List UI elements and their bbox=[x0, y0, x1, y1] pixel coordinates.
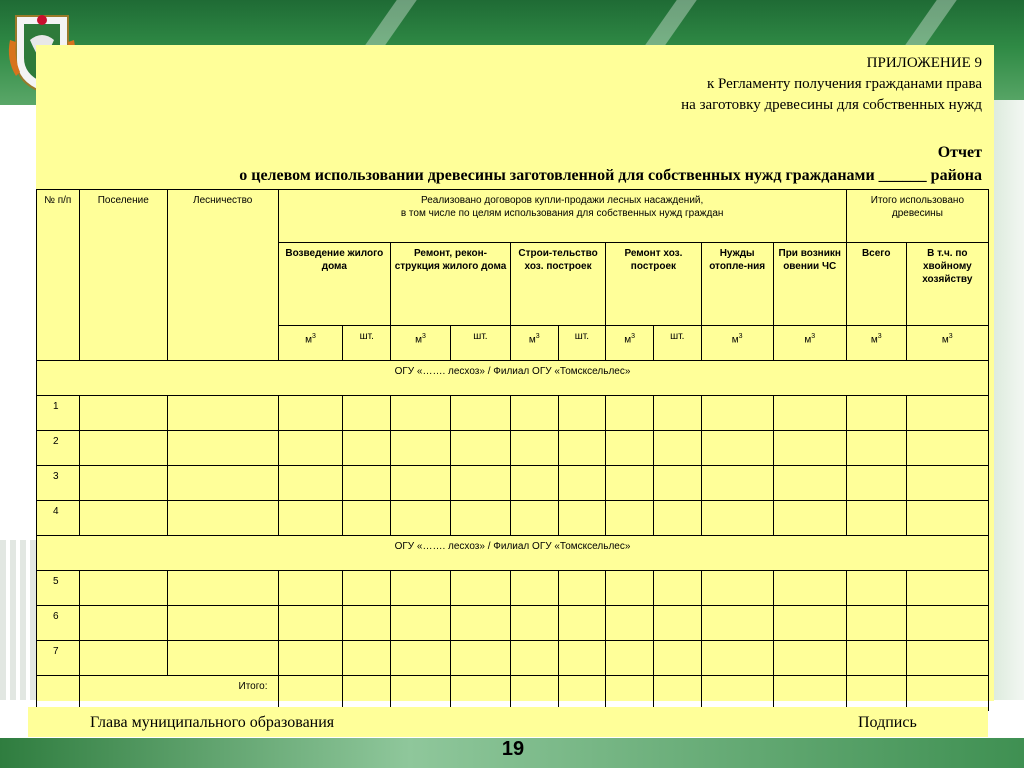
col-header-construction: Строи-тельство хоз. построек bbox=[510, 243, 605, 326]
table-cell bbox=[558, 676, 606, 711]
table-cell bbox=[701, 431, 773, 466]
table-cell bbox=[79, 431, 167, 466]
table-cell bbox=[343, 466, 391, 501]
table-cell bbox=[451, 641, 511, 676]
table-cell bbox=[846, 396, 906, 431]
col-header-coniferous: В т.ч. по хвойному хозяйству bbox=[906, 243, 988, 326]
unit-cell: $м^3$ bbox=[510, 326, 558, 361]
unit-cell: шт. bbox=[653, 326, 701, 361]
table-cell bbox=[558, 606, 606, 641]
table-cell bbox=[278, 676, 343, 711]
table-cell bbox=[167, 571, 278, 606]
table-cell bbox=[167, 501, 278, 536]
table-cell bbox=[391, 431, 451, 466]
document-sheet bbox=[36, 45, 994, 701]
signature-label: Подпись bbox=[858, 714, 917, 731]
realized-title: Реализовано договоров купли-продажи лесных насаждений, bbox=[420, 195, 704, 206]
table-cell bbox=[391, 501, 451, 536]
table-cell bbox=[278, 571, 343, 606]
row-number: 6 bbox=[37, 606, 80, 641]
table-cell bbox=[558, 641, 606, 676]
table-cell bbox=[846, 606, 906, 641]
table-cell bbox=[606, 501, 654, 536]
row-number: 4 bbox=[37, 501, 80, 536]
report-title-sub: о целевом использовании древесины заготовленной для собственных нужд гражданами ______ района bbox=[239, 167, 982, 184]
table-cell bbox=[773, 676, 846, 711]
appendix-header bbox=[681, 53, 982, 116]
report-title-main: Отчет bbox=[937, 144, 982, 161]
unit-cell: $м^3$ bbox=[906, 326, 988, 361]
table-cell bbox=[906, 641, 988, 676]
table-cell bbox=[653, 466, 701, 501]
table-cell bbox=[653, 501, 701, 536]
table-cell bbox=[701, 571, 773, 606]
table-cell bbox=[343, 606, 391, 641]
table-cell bbox=[653, 396, 701, 431]
total-label: Итого: bbox=[79, 676, 278, 711]
table-cell bbox=[278, 641, 343, 676]
table-cell bbox=[606, 606, 654, 641]
table-cell bbox=[606, 641, 654, 676]
realized-subtitle: в том числе по целям использования для собственных нужд граждан bbox=[400, 208, 724, 219]
table-cell bbox=[906, 501, 988, 536]
table-cell bbox=[606, 571, 654, 606]
table-cell bbox=[653, 606, 701, 641]
row-number: 1 bbox=[37, 396, 80, 431]
total-row bbox=[37, 676, 989, 711]
table-row bbox=[37, 396, 989, 431]
unit-cell: $м^3$ bbox=[278, 326, 343, 361]
table-cell bbox=[79, 606, 167, 641]
table-cell bbox=[343, 676, 391, 711]
table-cell bbox=[701, 641, 773, 676]
col-header-total-use: Итого использовано древесины bbox=[846, 190, 988, 243]
table-row bbox=[37, 606, 989, 641]
unit-cell: $м^3$ bbox=[701, 326, 773, 361]
unit-cell: шт. bbox=[558, 326, 606, 361]
appendix-subject: на заготовку древесины для собственных нужд bbox=[681, 97, 982, 113]
row-number: 5 bbox=[37, 571, 80, 606]
table-cell bbox=[773, 501, 846, 536]
table-cell bbox=[606, 396, 654, 431]
table-cell bbox=[278, 431, 343, 466]
table-cell bbox=[510, 431, 558, 466]
unit-cell: шт. bbox=[343, 326, 391, 361]
col-header-housing: Возведение жилого дома bbox=[278, 243, 391, 326]
table-cell bbox=[606, 676, 654, 711]
table-cell bbox=[391, 606, 451, 641]
table-cell bbox=[451, 396, 511, 431]
head-of-municipality-label: Глава муниципального образования bbox=[90, 714, 335, 731]
table-cell bbox=[701, 606, 773, 641]
table-cell bbox=[510, 466, 558, 501]
table-cell bbox=[846, 466, 906, 501]
appendix-regulation: к Регламенту получения гражданами права bbox=[706, 76, 982, 92]
table-cell bbox=[906, 431, 988, 466]
section-header: ОГУ «……. лесхоз» / Филиал ОГУ «Томсксельлес» bbox=[37, 536, 989, 571]
col-header-all: Всего bbox=[846, 243, 906, 326]
table-cell bbox=[79, 641, 167, 676]
table-cell bbox=[701, 396, 773, 431]
table-cell bbox=[510, 641, 558, 676]
col-header-forestry: Лесничество bbox=[167, 190, 278, 361]
table-cell bbox=[167, 641, 278, 676]
table-cell bbox=[906, 606, 988, 641]
unit-cell: шт. bbox=[451, 326, 511, 361]
table-cell bbox=[558, 501, 606, 536]
col-header-repair-outbuildings: Ремонт хоз. построек bbox=[606, 243, 701, 326]
table-cell bbox=[846, 501, 906, 536]
table-row bbox=[37, 641, 989, 676]
table-cell bbox=[278, 466, 343, 501]
table-cell bbox=[278, 606, 343, 641]
table-cell bbox=[773, 571, 846, 606]
table-cell bbox=[653, 431, 701, 466]
group-1-rows bbox=[37, 396, 989, 536]
table-cell bbox=[37, 676, 80, 711]
section-header: ОГУ «……. лесхоз» / Филиал ОГУ «Томсксельлес» bbox=[37, 361, 989, 396]
table-cell bbox=[701, 676, 773, 711]
table-cell bbox=[606, 466, 654, 501]
table-cell bbox=[773, 431, 846, 466]
page-number: 19 bbox=[501, 738, 525, 760]
table-cell bbox=[451, 606, 511, 641]
table-row bbox=[37, 501, 989, 536]
table-cell bbox=[773, 606, 846, 641]
table-cell bbox=[79, 466, 167, 501]
table-cell bbox=[846, 676, 906, 711]
table-cell bbox=[167, 606, 278, 641]
table-cell bbox=[906, 676, 988, 711]
unit-cell: $м^3$ bbox=[391, 326, 451, 361]
report-table bbox=[36, 189, 989, 711]
table-row bbox=[37, 571, 989, 606]
table-cell bbox=[558, 571, 606, 606]
group-2-rows bbox=[37, 571, 989, 676]
table-cell bbox=[773, 396, 846, 431]
table-cell bbox=[451, 431, 511, 466]
col-header-realized bbox=[278, 190, 846, 243]
table-cell bbox=[343, 501, 391, 536]
table-cell bbox=[510, 606, 558, 641]
table-cell bbox=[278, 501, 343, 536]
row-number: 7 bbox=[37, 641, 80, 676]
table-cell bbox=[167, 396, 278, 431]
table-cell bbox=[391, 676, 451, 711]
table-cell bbox=[653, 641, 701, 676]
row-number: 2 bbox=[37, 431, 80, 466]
col-header-settlement: Поселение bbox=[79, 190, 167, 361]
table-cell bbox=[343, 431, 391, 466]
unit-cell: $м^3$ bbox=[846, 326, 906, 361]
table-cell bbox=[846, 571, 906, 606]
table-cell bbox=[451, 676, 511, 711]
table-cell bbox=[558, 396, 606, 431]
table-cell bbox=[510, 676, 558, 711]
table-row bbox=[37, 466, 989, 501]
table-cell bbox=[510, 571, 558, 606]
unit-cell: $м^3$ bbox=[606, 326, 654, 361]
col-header-repair-housing: Ремонт, рекон-струкция жилого дома bbox=[391, 243, 511, 326]
table-cell bbox=[773, 641, 846, 676]
table-cell bbox=[391, 466, 451, 501]
signature-footer bbox=[28, 707, 988, 737]
table-cell bbox=[79, 571, 167, 606]
table-cell bbox=[558, 431, 606, 466]
table-cell bbox=[510, 396, 558, 431]
table-cell bbox=[343, 641, 391, 676]
left-pattern-decoration bbox=[0, 540, 40, 700]
table-row bbox=[37, 431, 989, 466]
table-cell bbox=[846, 641, 906, 676]
row-number: 3 bbox=[37, 466, 80, 501]
table-cell bbox=[701, 466, 773, 501]
table-cell bbox=[167, 431, 278, 466]
table-cell bbox=[391, 641, 451, 676]
table-cell bbox=[701, 501, 773, 536]
table-cell bbox=[906, 466, 988, 501]
table-cell bbox=[451, 571, 511, 606]
table-cell bbox=[846, 431, 906, 466]
col-header-heating: Нужды отопле-ния bbox=[701, 243, 773, 326]
table-cell bbox=[451, 501, 511, 536]
col-header-emergency: При возникн овении ЧС bbox=[773, 243, 846, 326]
table-cell bbox=[79, 501, 167, 536]
table-cell bbox=[653, 571, 701, 606]
appendix-number: ПРИЛОЖЕНИЕ 9 bbox=[866, 55, 982, 71]
table-cell bbox=[343, 396, 391, 431]
report-title bbox=[239, 141, 982, 187]
table-cell bbox=[391, 571, 451, 606]
col-header-num: № п/п bbox=[37, 190, 80, 361]
table-cell bbox=[79, 396, 167, 431]
table-cell bbox=[278, 396, 343, 431]
table-cell bbox=[653, 676, 701, 711]
table-cell bbox=[510, 501, 558, 536]
table-cell bbox=[606, 431, 654, 466]
table-cell bbox=[167, 466, 278, 501]
table-cell bbox=[451, 466, 511, 501]
table-cell bbox=[391, 396, 451, 431]
unit-cell: $м^3$ bbox=[773, 326, 846, 361]
table-cell bbox=[906, 571, 988, 606]
table-cell bbox=[773, 466, 846, 501]
table-cell bbox=[558, 466, 606, 501]
table-cell bbox=[343, 571, 391, 606]
table-cell bbox=[906, 396, 988, 431]
